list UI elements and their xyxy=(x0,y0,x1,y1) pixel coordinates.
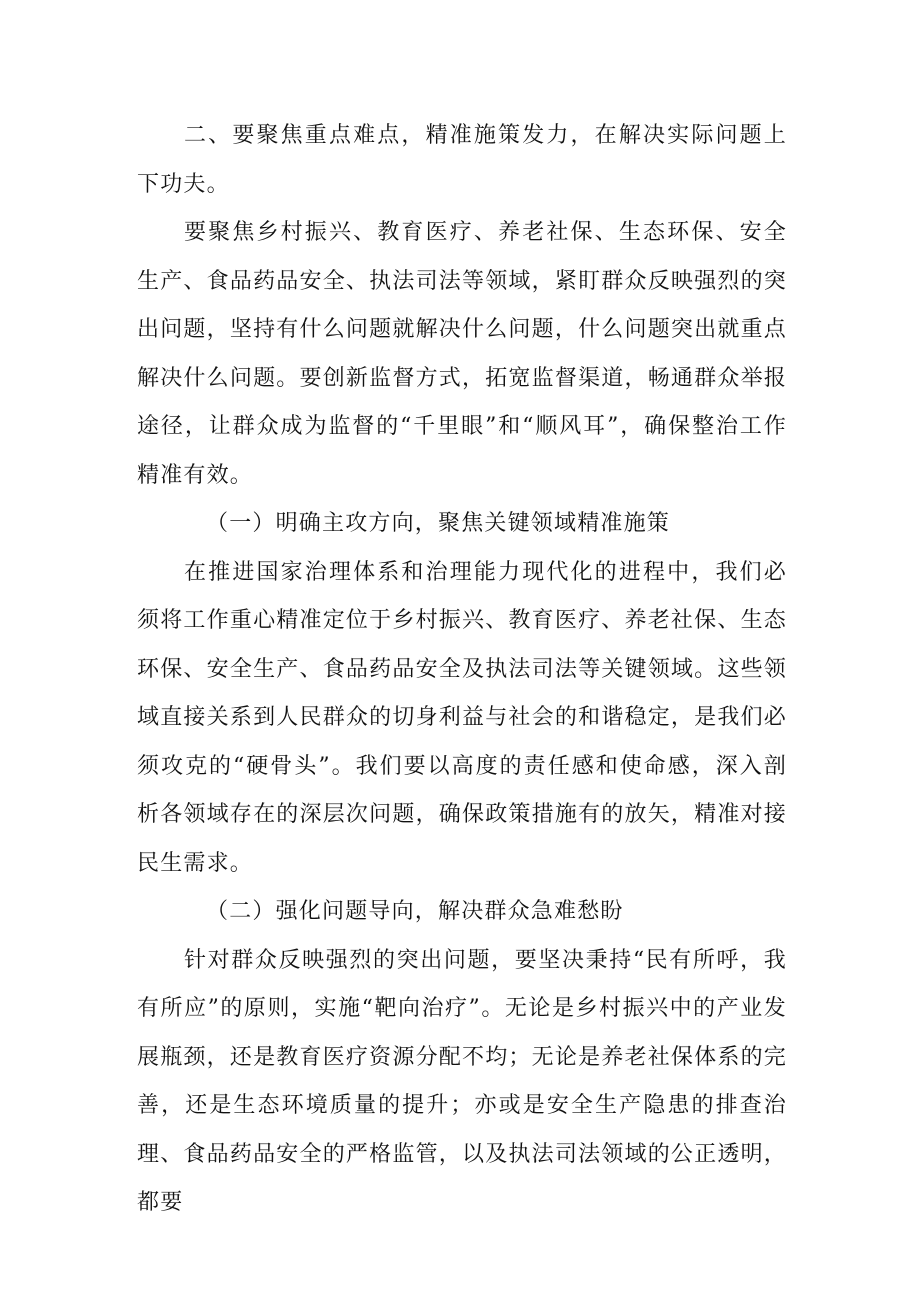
document-body xyxy=(137,112,787,1228)
subheading-one: （一）明确主攻方向，聚焦关键领域精准施策 xyxy=(206,511,671,536)
paragraph-intro: 要聚焦乡村振兴、教育医疗、养老社保、生态环保、安全生产、食品药品安全、执法司法等领域，紧盯群众反映强烈的突出问题，坚持有什么问题就解决什么问题，什么问题突出就重点解决什么问题。要创新监督方式，拓宽监督渠道，畅通群众举报途径，让群众成为监督的“千里眼”和“顺风耳”，确保整治工作精准有效。 xyxy=(137,220,787,488)
paragraph-problem-oriented: 针对群众反映强烈的突出问题，要坚决秉持“民有所呼，我有所应”的原则，实施“靶向治疗”。无论是乡村振兴中的产业发展瓶颈，还是教育医疗资源分配不均；无论是养老社保体系的完善，还是生态环境质量的提升；亦或是安全生产隐患的排查治理、食品药品安全的严格监管，以及执法司法领域的公正透明，都要 xyxy=(137,947,787,1215)
subheading-two: （二）强化问题导向，解决群众急难愁盼 xyxy=(206,899,624,924)
paragraph-key-areas: 在推进国家治理体系和治理能力现代化的进程中，我们必须将工作重心精准定位于乡村振兴、教育医疗、养老社保、生态环保、安全生产、食品药品安全及执法司法等关键领域。这些领域直接关系到人民群众的切身利益与社会的和谐稳定，是我们必须攻克的“硬骨头”。我们要以高度的责任感和使命感，深入剖析各领域存在的深层次问题，确保政策措施有的放矢，精准对接民生需求。 xyxy=(137,559,787,876)
section-heading: 二、要聚焦重点难点，精准施策发力，在解决实际问题上下功夫。 xyxy=(137,123,787,197)
